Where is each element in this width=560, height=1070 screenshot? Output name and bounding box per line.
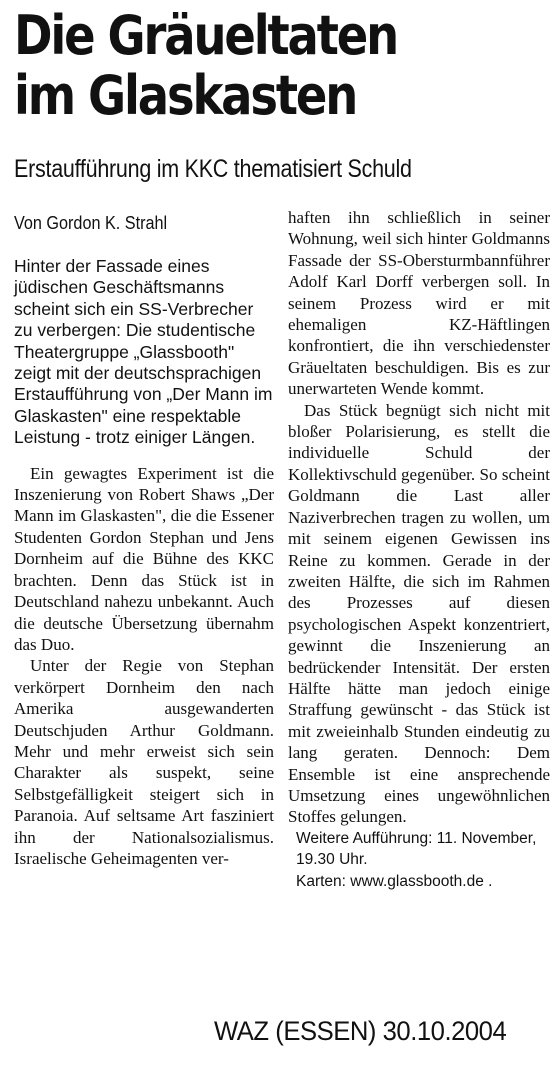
article-lead: Hinter der Fassade eines jüdischen Geschäftsmanns scheint sich ein SS-Verbrecher zu verbergen: Die studentische Theatergruppe „Glassbooth" zeigt mit der deutschsprachigen Erstaufführung von „Der Mann im Glaskasten" eine respektable Leistung - trotz einiger Längen. [14, 256, 273, 448]
performance-info: Weitere Aufführung: 11. November, 19.30 Uhr. [296, 829, 537, 869]
article-column-right [288, 207, 550, 892]
article-paragraph-3: Das Stück begnügt sich nicht mit bloßer Polarisierung, es stellt die individuelle Schuld der Kollektivschuld gegenüber. So scheint Goldmann die Last aller Naziverbrechen tragen zu wollen, um mit seinem eigenen Gewissen ins Reine zu kommen. Gerade in der zweiten Hälfte, die sich im Rahmen des Prozesses auf diesen psychologischen Aspekt konzentriert, gewinnt die Inszenierung an bedrückender Intensität. Der ersten Hälfte hätte man jedoch einige Straffung gewünscht - das Stück ist mit zweieinhalb Stunden eindeutig zu lang geraten. Dennoch: Dem Ensemble ist eine ansprechende Umsetzung eines ungewöhnlichen Stoffes gelungen. [288, 400, 550, 827]
headline [14, 6, 470, 126]
source-citation: WAZ (ESSEN) 30.10.2004 [214, 1016, 507, 1046]
headline-line-1: Die Gräueltaten [14, 4, 398, 67]
article-paragraph-2: Unter der Regie von Stephan verkörpert Dornheim den nach Amerika ausgewanderten Deutschjuden Arthur Goldmann. Mehr und mehr erweist sich sein Charakter als suspekt, seine Selbstgefälligkeit steigert sich in Paranoia. Auf seltsame Art fasziniert ihn der Nationalsozialismus. Israelische Geheimagenten ver- [14, 656, 274, 868]
byline: Von Gordon K. Strahl [14, 213, 168, 233]
article-column-left [14, 256, 274, 869]
headline-line-2: im Glaskasten [14, 64, 357, 127]
article-paragraph-2-continued: haften ihn schließlich in seiner Wohnung, weil sich hinter Goldmanns Fassade der SS-Obersturmbannführer Adolf Karl Dorff verbergen soll. In seinem Prozess wird er mit ehemaligen KZ-Häftlingen konfrontiert, die ihn verschiedenster Gräueltaten beschuldigen. Bis es zur unerwarteten Wende kommt. [288, 208, 550, 399]
article-paragraph-1: Ein gewagtes Experiment ist die Inszenierung von Robert Shaws „Der Mann im Glaskasten", die die Essener Studenten Gordon Stephan und Jens Dornheim auf die Bühne des KKC brachten. Denn das Stück ist in Deutschland nahezu unbekannt. Auch die deutsche Übersetzung übernahm das Duo. [14, 463, 274, 654]
tickets-info: Karten: www.glassbooth.de . [296, 872, 493, 890]
subheadline: Erstaufführung im KKC thematisiert Schuld [14, 155, 412, 183]
